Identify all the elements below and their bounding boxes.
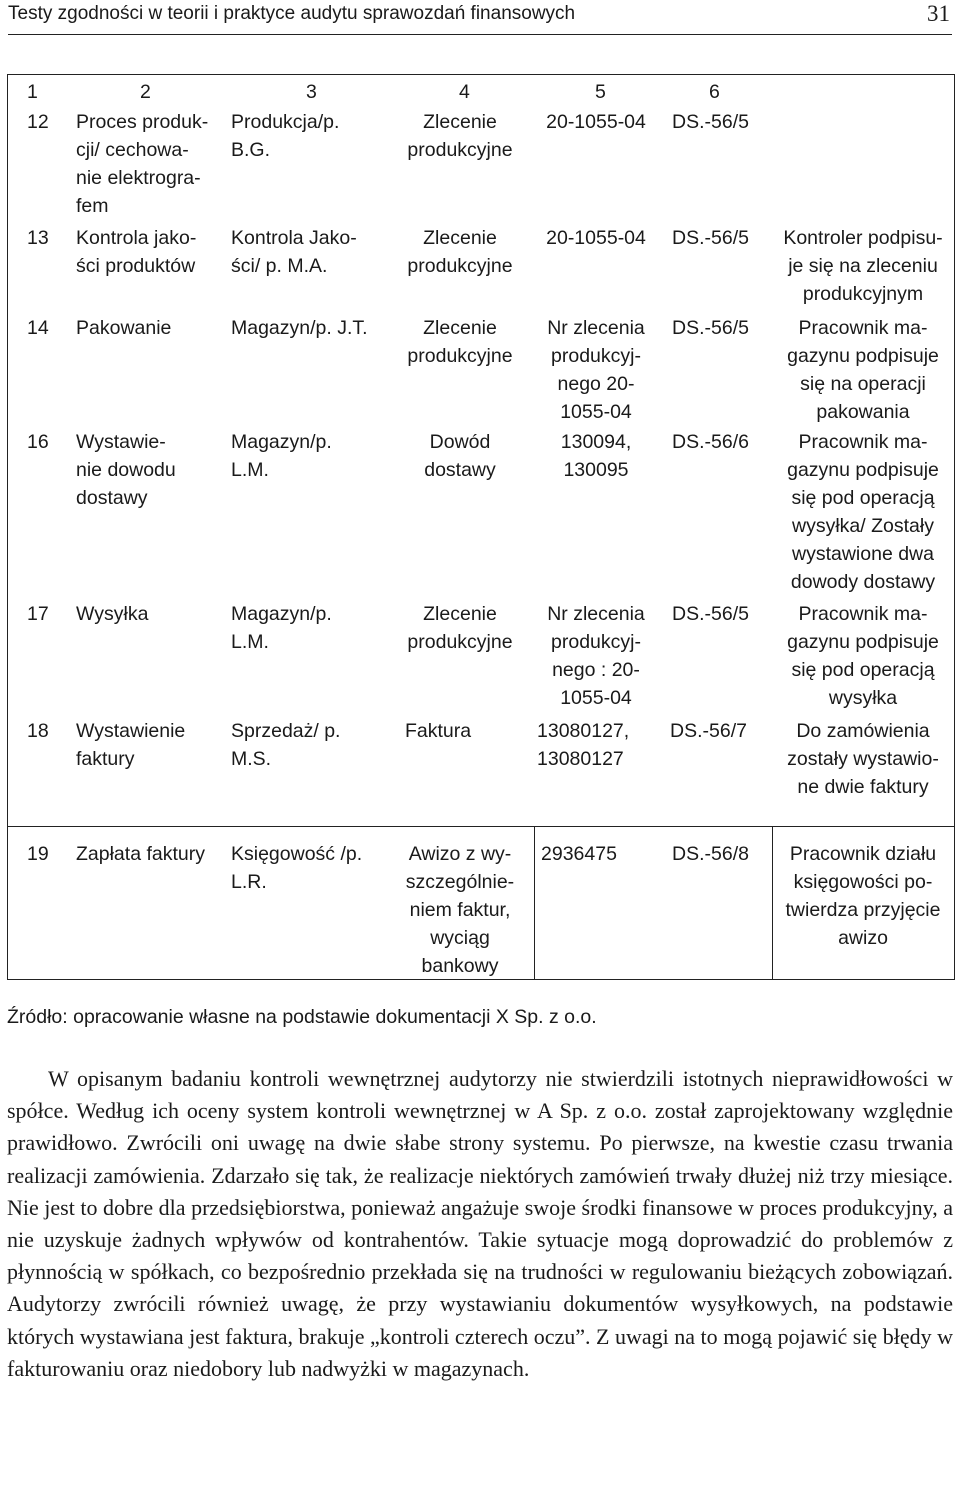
audit-table bbox=[7, 74, 955, 980]
document-symbol: DS.-56/7 bbox=[670, 720, 747, 742]
row-divider bbox=[8, 826, 954, 827]
row-number: 17 bbox=[27, 603, 49, 625]
column-divider bbox=[534, 826, 535, 979]
responsible-unit: Magazyn/p. L.M. bbox=[231, 603, 332, 653]
document-symbol: DS.-56/5 bbox=[672, 111, 749, 133]
column-number-2: 2 bbox=[140, 81, 151, 103]
document-number: 2936475 bbox=[541, 843, 617, 865]
running-title: Testy zgodności w teorii i praktyce audytu sprawozdań finansowych bbox=[8, 3, 576, 24]
row-number: 19 bbox=[27, 843, 49, 865]
column-number-4: 4 bbox=[459, 81, 470, 103]
document-symbol: DS.-56/8 bbox=[672, 843, 749, 865]
responsible-unit: Magazyn/p. J.T. bbox=[231, 317, 368, 339]
process-step: Wystawie- nie dowodu dostawy bbox=[76, 431, 176, 509]
document-number: 130094, 130095 bbox=[560, 431, 632, 481]
responsible-unit: Magazyn/p. L.M. bbox=[231, 431, 332, 481]
document-type: Awizo z wy- szczególnie- niem faktur, wyciąg bankowy bbox=[405, 843, 515, 977]
row-number: 12 bbox=[27, 111, 49, 133]
document-number: Nr zlecenia produkcyj- nego 20- 1055-04 bbox=[547, 317, 645, 423]
process-step: Wysyłka bbox=[76, 603, 149, 625]
document-type: Zlecenie produkcyjne bbox=[407, 317, 513, 367]
process-step: Proces produk- cji/ cechowa- nie elektrogra- fem bbox=[76, 111, 209, 217]
remarks: Do zamówienia zostały wystawio- ne dwie faktury bbox=[787, 720, 939, 798]
page-header bbox=[8, 0, 952, 34]
column-divider bbox=[772, 826, 773, 979]
process-step: Zapłata faktury bbox=[76, 843, 205, 865]
remarks: Pracownik działu księgowości po- twierdza przyjęcie awizo bbox=[785, 843, 941, 949]
document-number: 20-1055-04 bbox=[546, 227, 646, 249]
document-symbol: DS.-56/5 bbox=[672, 603, 749, 625]
document-symbol: DS.-56/5 bbox=[672, 317, 749, 339]
column-number-5: 5 bbox=[595, 81, 606, 103]
document-symbol: DS.-56/6 bbox=[672, 431, 749, 453]
body-paragraph: W opisanym badaniu kontroli wewnętrznej audytorzy nie stwierdzili istotnych nieprawidłowości w spółce. Według ich oceny system kontroli wewnętrznej w A Sp. z o.o. został zaprojektowany względnie prawidłowo. Zwrócili oni uwagę na dwie słabe strony systemu. Po pierwsze, na kwestie czasu trwania realizacji zamówienia. Zdarzało się tak, że realizacje niektórych zamówień trwały dłużej niż trzy miesiące. Nie jest to dobre dla przedsiębiorstwa, ponieważ angażuje swoje środki finansowe w proces produkcyjny, a nie uzyskuje żadnych wpływów od kontrahentów. Takie sytuacje mogą doprowadzić do problemów z płynnością w spółkach, co bezpośrednio przekłada się na trudności w regulowaniu bieżących zobowiązań. Audytorzy zwrócili również uwagę, że przy wystawianiu dokumentów wysyłkowych, na podstawie których wystawiana jest faktura, brakuje „kontroli czterech oczu”. Z uwagi na to mogą pojawić się błędy w fakturowaniu oraz niedobory lub nadwyżki w magazynach. bbox=[7, 1066, 953, 1381]
row-number: 16 bbox=[27, 431, 49, 453]
process-step: Kontrola jako- ści produktów bbox=[76, 227, 197, 277]
column-number-3: 3 bbox=[306, 81, 317, 103]
document-number: Nr zlecenia produkcyj- nego : 20- 1055-04 bbox=[547, 603, 645, 709]
row-number: 14 bbox=[27, 317, 49, 339]
page-number: 31 bbox=[927, 1, 950, 26]
document-type: Zlecenie produkcyjne bbox=[407, 111, 513, 161]
header-rule bbox=[8, 34, 952, 35]
column-number-1: 1 bbox=[27, 81, 38, 103]
process-step: Pakowanie bbox=[76, 317, 172, 339]
document-type: Zlecenie produkcyjne bbox=[407, 603, 513, 653]
document-number: 20-1055-04 bbox=[546, 111, 646, 133]
remarks: Pracownik ma- gazynu podpisuje się pod operacją wysyłka/ Zostały wystawione dwa dowody dostawy bbox=[787, 431, 939, 593]
document-number: 13080127, 13080127 bbox=[537, 720, 630, 770]
responsible-unit: Produkcja/p. B.G. bbox=[231, 111, 340, 161]
process-step: Wystawienie faktury bbox=[76, 720, 186, 770]
source-note: Źródło: opracowanie własne na podstawie dokumentacji X Sp. z o.o. bbox=[7, 1006, 597, 1028]
responsible-unit: Sprzedaż/ p. M.S. bbox=[231, 720, 341, 770]
row-number: 13 bbox=[27, 227, 49, 249]
remarks: Pracownik ma- gazynu podpisuje się na operacji pakowania bbox=[787, 317, 939, 423]
remarks: Pracownik ma- gazynu podpisuje się pod operacją wysyłka bbox=[787, 603, 939, 709]
document-type: Zlecenie produkcyjne bbox=[407, 227, 513, 277]
document-type: Faktura bbox=[405, 720, 472, 742]
responsible-unit: Księgowość /p. L.R. bbox=[231, 843, 363, 893]
document-symbol: DS.-56/5 bbox=[672, 227, 749, 249]
remarks: Kontroler podpisu- je się na zleceniu produkcyjnym bbox=[783, 227, 943, 305]
document-type: Dowód dostawy bbox=[424, 431, 496, 481]
responsible-unit: Kontrola Jako- ści/ p. M.A. bbox=[231, 227, 357, 277]
row-number: 18 bbox=[27, 720, 49, 742]
column-number-6: 6 bbox=[709, 81, 720, 103]
